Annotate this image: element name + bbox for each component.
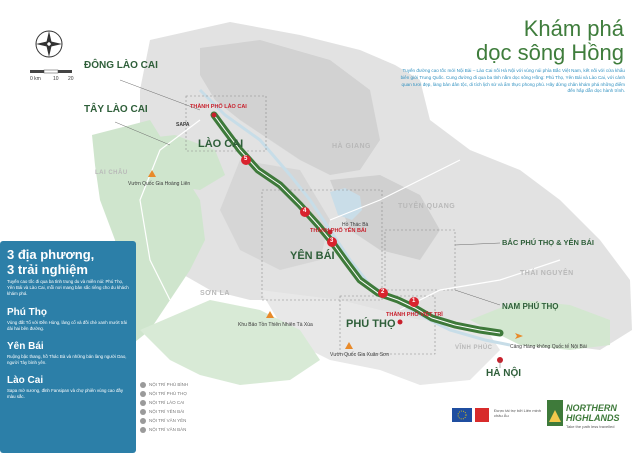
scale-label-mid: 10 <box>53 76 59 82</box>
region-label-lao-cai[interactable]: LÀO CAI <box>198 138 244 150</box>
north-arrow-icon <box>34 29 64 59</box>
legend-label: NỘI TRÍ PHÚ THỌ <box>149 391 187 397</box>
panel-heading-line1: 3 địa phương, <box>7 247 95 262</box>
panel-section-title-phu-tho: Phú Thọ <box>7 307 47 318</box>
legend-item <box>140 418 186 424</box>
legend-label: NỘI TRÍ VĂN BÀN <box>149 427 187 433</box>
brand-name-line1: NORTHERN <box>566 403 617 413</box>
page-title-line2: dọc sông Hồng <box>476 40 624 65</box>
scale-bar <box>30 70 72 73</box>
panel-section-text-yen-bai: Ruộng bậc thang, hồ Thác Bà và những bản làng người Dao, người Tày bình yên. <box>7 354 127 366</box>
exit-number-1: 1 <box>412 298 416 304</box>
legend-dot-icon <box>140 427 146 433</box>
legend-label: NỘI TRÍ LÀO CAI <box>149 400 185 406</box>
province-label-tuyen-quang: TUYÊN QUANG <box>398 203 456 210</box>
sponsor-text: Được tài trợ bởi Liên minh châu Âu <box>494 408 542 418</box>
panel-section-text-lao-cai: Sapa mờ sương, đỉnh Fansipan và chợ phiên vùng cao đầy màu sắc. <box>7 388 124 400</box>
legend-item <box>140 427 186 433</box>
place-label-xuan-son[interactable]: Vườn Quốc Gia Xuân Sơn <box>330 352 390 358</box>
place-label-tp-yen-bai[interactable]: THÀNH PHỐ YÊN BÁI <box>310 228 367 234</box>
province-label-thai-nguyen: THÁI NGUYÊN <box>520 270 574 277</box>
eu-flag <box>452 408 472 422</box>
panel-section-title-yen-bai: Yên Bái <box>7 341 44 352</box>
info-panel <box>0 241 136 453</box>
scale-label-zero: 0 km <box>30 76 41 82</box>
panel-intro-text: Tuyến cao tốc đi qua ba tỉnh trung du và miền núi: Phú Thọ, Yên Bái và Lào Cai, mỗi nơi mang bản sắc riêng cho du khách khám phá. <box>7 279 129 297</box>
city-dot-lao-cai[interactable] <box>212 113 217 118</box>
panel-section-text-phu-tho: Vùng đất Tổ với Đền Hùng, làng cổ và đồi chè xanh mướt trải dài hai bên đường. <box>7 320 127 332</box>
place-label-sapa[interactable]: SAPA <box>176 122 190 128</box>
region-label-phu-tho[interactable]: PHÚ THỌ <box>346 318 396 330</box>
legend-dot-icon <box>140 391 146 397</box>
region-label-bac-phu-tho[interactable]: BẮC PHÚ THỌ & YÊN BÁI <box>502 238 594 247</box>
place-label-airport[interactable]: Cảng Hàng không Quốc tế Nội Bài <box>510 344 587 350</box>
exit-number-5: 5 <box>244 156 248 162</box>
province-label-son-la: SƠN LA <box>200 290 230 297</box>
brand-tagline: Take the path less travelled <box>566 424 615 429</box>
region-label-dong-lao-cai[interactable]: ĐÔNG LÀO CAI <box>84 60 158 71</box>
legend-item <box>140 409 184 415</box>
place-label-tp-lao-cai[interactable]: THÀNH PHỐ LÀO CAI <box>190 104 247 110</box>
place-label-thac-ba[interactable]: Hồ Thác Bà <box>342 222 369 228</box>
legend-item <box>140 400 184 406</box>
legend-dot-icon <box>140 409 146 415</box>
panel-heading-line2: 3 trải nghiệm <box>7 262 88 277</box>
province-label-vinh-phuc: VĨNH PHÚC <box>455 345 493 351</box>
legend-label: NỘI TRÍ VĂN YÊN <box>149 418 187 424</box>
scale-label-end: 20 <box>68 76 74 82</box>
region-label-yen-bai[interactable]: YÊN BÁI <box>290 250 335 262</box>
legend-dot-icon <box>140 400 146 406</box>
city-dot-viet-tri[interactable] <box>398 320 403 325</box>
region-label-nam-phu-tho[interactable]: NAM PHÚ THỌ <box>502 302 559 311</box>
legend-label: NỘI TRÍ PHÚ BÌNH <box>149 382 189 388</box>
legend-item <box>140 391 187 397</box>
panel-section-title-lao-cai: Lào Cai <box>7 375 44 386</box>
brand-name-line2: HIGHLANDS <box>566 413 620 423</box>
province-label-ha-giang: HÀ GIANG <box>332 143 371 150</box>
exit-number-2: 2 <box>381 289 385 295</box>
legend-item <box>140 382 188 388</box>
place-label-ta-xua[interactable]: Khu Bảo Tồn Thiên Nhiên Tà Xùa <box>238 322 313 328</box>
exit-number-4: 4 <box>303 208 307 214</box>
intro-paragraph: Tuyến đường cao tốc mới Nội Bài – Lào Cai nối Hà Nội với vùng núi phía Bắc Việt Nam, kết nối với cửa khẩu biên giới Trung Quốc. Cung đường đi qua ba tỉnh nằm dọc sông Hồng: Phú Thọ, Yên Bái và Lào Cai, với cảnh quan tươi đẹp, làng bản dân tộc, di tích lịch sử và ẩm thực phong phú. Hãy dừng chân khám phá những điểm đến hấp dẫn dọc hành trình. <box>400 68 625 94</box>
place-label-tp-viet-tri[interactable]: THÀNH PHỐ VIỆT TRÌ <box>386 312 443 318</box>
legend-label: NỘI TRÍ YÊN BÁI <box>149 409 185 415</box>
region-label-tay-lao-cai[interactable]: TÂY LÀO CAI <box>84 104 148 115</box>
legend-dot-icon <box>140 418 146 424</box>
region-label-ha-noi[interactable]: HÀ NỘI <box>486 368 521 379</box>
exit-number-3: 3 <box>330 238 334 244</box>
legend-dot-icon <box>140 382 146 388</box>
place-label-hoang-lien[interactable]: Vườn Quốc Gia Hoàng Liên <box>128 181 191 187</box>
partner-logo <box>475 408 489 422</box>
province-label-lai-chau: LAI CHÂU <box>95 170 128 176</box>
page-title-line1: Khám phá <box>523 16 624 41</box>
